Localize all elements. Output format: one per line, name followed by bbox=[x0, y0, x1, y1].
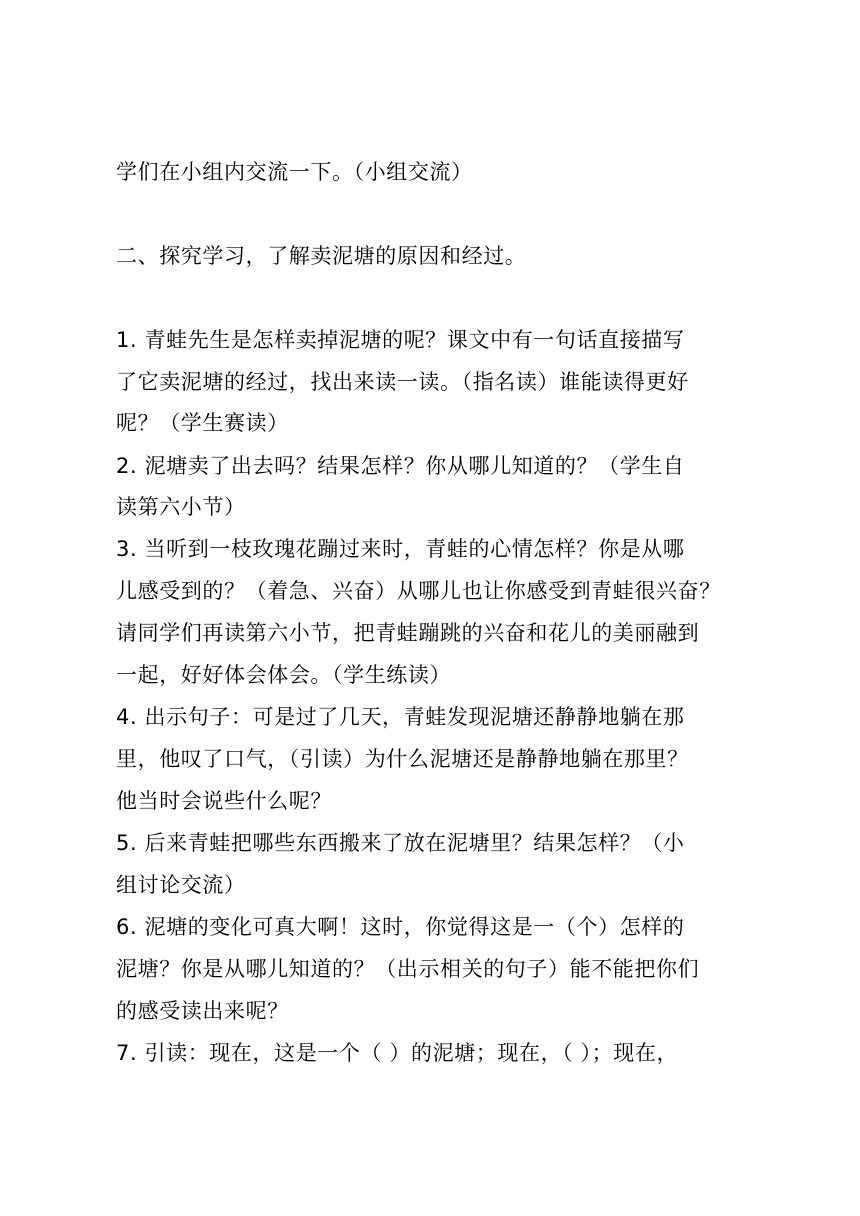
text-line: 4. 出示句子：可是过了几天，青蛙发现泥塘还静静地躺在那 bbox=[116, 705, 685, 729]
text-line: 读第六小节） bbox=[116, 495, 246, 519]
text-line: 学们在小组内交流一下。（小组交流） bbox=[116, 160, 473, 184]
text-line: 请同学们再读第六小节，把青蛙蹦跳的兴奋和花儿的美丽融到 bbox=[116, 621, 700, 645]
text-line: 他当时会说些什么呢？ bbox=[116, 789, 332, 813]
text-line: 5. 后来青蛙把哪些东西搬来了放在泥塘里？结果怎样？（小 bbox=[116, 831, 685, 855]
text-line: 7. 引读：现在，这是一个（ ）的泥塘；现在，（ ）；现在， bbox=[116, 1041, 679, 1065]
text-line: 了它卖泥塘的经过，找出来读一读。（指名读）谁能读得更好 bbox=[116, 370, 689, 394]
text-line: 6. 泥塘的变化可真大啊！这时，你觉得这是一（个）怎样的 bbox=[116, 915, 685, 939]
text-line: 组讨论交流） bbox=[116, 873, 246, 897]
text-line: 一起，好好体会体会。（学生练读） bbox=[116, 663, 452, 687]
text-line: 里，他叹了口气，（引读）为什么泥塘还是静静地躺在那里？ bbox=[116, 747, 689, 771]
text-line: 3. 当听到一枝玫瑰花蹦过来时，青蛙的心情怎样？你是从哪 bbox=[116, 537, 685, 561]
text-line: 儿感受到的？（着急、兴奋）从哪儿也让你感受到青蛙很兴奋？ bbox=[116, 579, 721, 603]
text-line: 泥塘？你是从哪儿知道的？（出示相关的句子）能不能把你们 bbox=[116, 957, 700, 981]
text-line: 的感受读出来呢？ bbox=[116, 999, 289, 1023]
text-line: 1. 青蛙先生是怎样卖掉泥塘的呢？课文中有一句话直接描写 bbox=[116, 328, 685, 352]
text-line: 呢？（学生赛读） bbox=[116, 411, 289, 435]
text-line: 2. 泥塘卖了出去吗？结果怎样？你从哪儿知道的？（学生自 bbox=[116, 454, 685, 478]
section-heading: 二、探究学习，了解卖泥塘的原因和经过。 bbox=[116, 244, 527, 268]
